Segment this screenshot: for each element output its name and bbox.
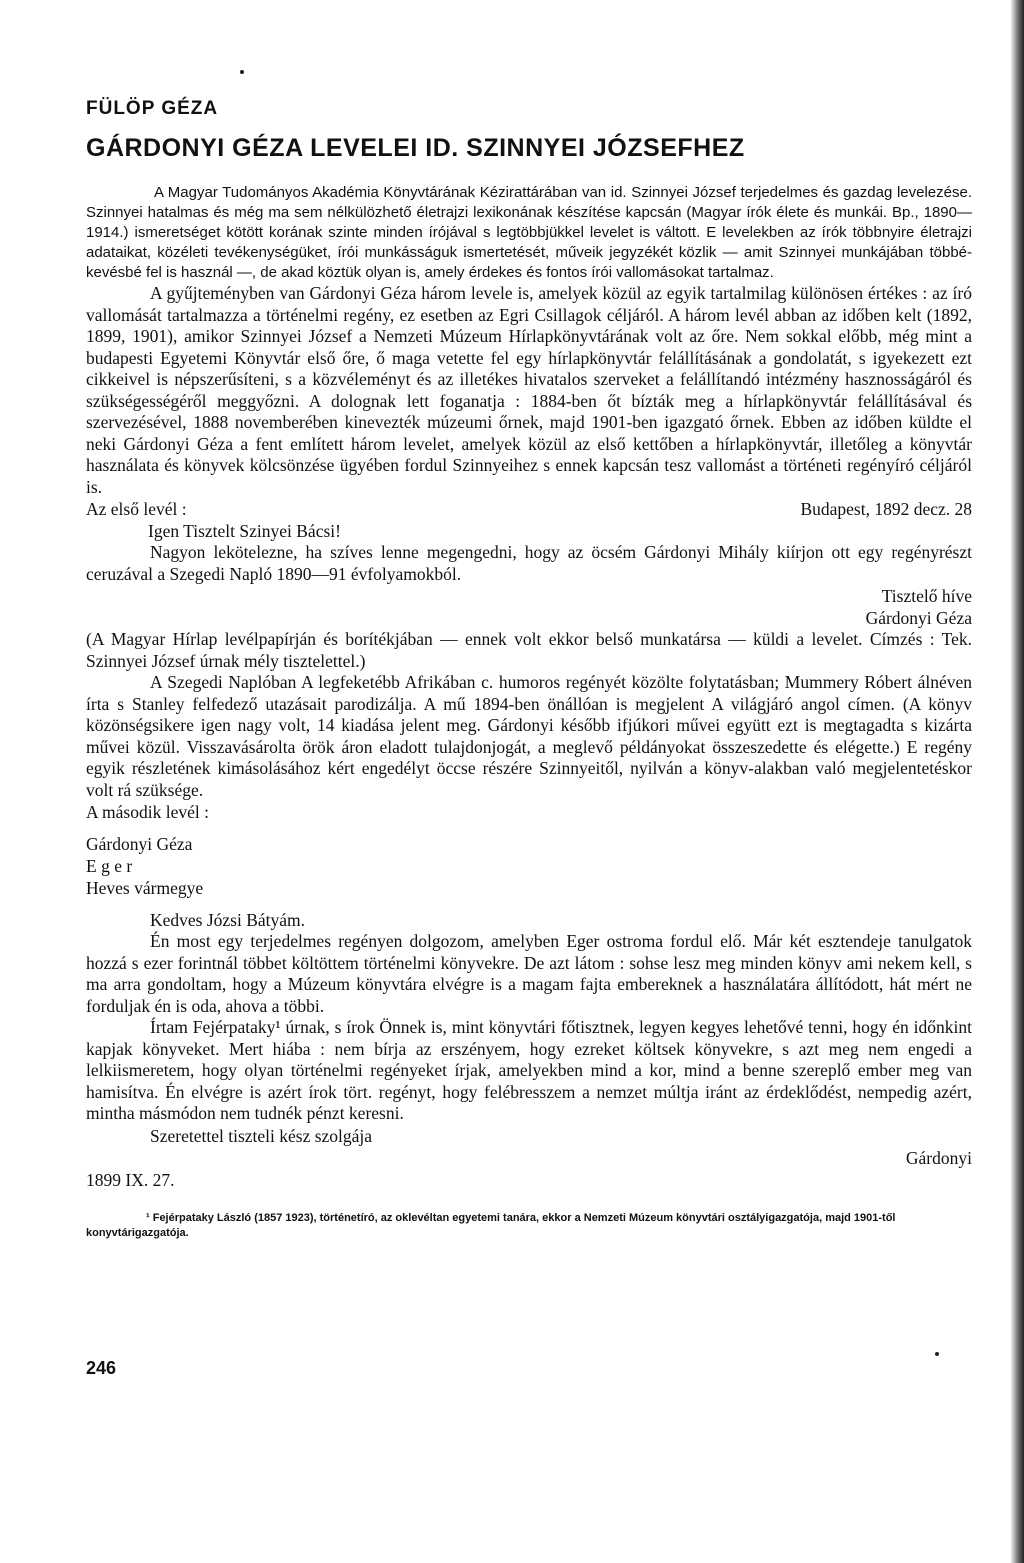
page-edge-shadow (1010, 0, 1024, 1563)
letter2-signature: Gárdonyi (905, 1147, 972, 1168)
intro-paragraph: A Magyar Tudományos Akadémia Könyvtárának Kézirattárában van id. Szinnyei József terjedelmes és gazdag levelezése. Szinnyei hatalmas és még ma sem nélkülözhető életrajzi lexikonának készítése kapcsán (Magyar írók élete és munkái. Bp., 1890—1914.) ismeretséget kötött korának szinte minden írójával s legtöbbjükkel levelet is váltott. E levelekben az írók többnyire életrajzi adataikat, közéleti tevékenységüket, írói munkásságuk ismertetését, műveik jegyzékét közlik — amit Szinnyei munkájában többé-kevésbé fel is használ —, de akad köztük olyan is, amely érdekes és fontos írói vallomásokat tartalmaz. (86, 184, 972, 281)
letter2-paragraph: Írtam Fejérpataky¹ úrnak, s írok Önnek is, mint könyvtári főtisztnek, legyen kegyes lehetővé tenni, hogy én időnkint kapjak könyveket. Mert hiába : nem bírja az erszényem, hogy ezreket költsek könyvekre, s azt meg nem engedi a lelkiismeretem, hogy olyan történelmi regényeket írjak, amelyekben mind a kor, mind a benne szereplő ember meg van hamisítva. Én elvégre is azért írok tört. regényt, hogy felébresszem a nemzet múltja iránt az érdeklődést, nempedig azért, mintha másmódon nem tudnék pénzt keresni. (86, 1017, 972, 1123)
spacer (86, 899, 972, 909)
author-name: FÜLÖP GÉZA (86, 98, 219, 119)
letter2-date: 1899 IX. 27. (86, 1169, 175, 1190)
letter1-signature: Gárdonyi Géza (865, 608, 972, 628)
letter2-salutation: Kedves Józsi Bátyám. (150, 910, 306, 930)
spacer (86, 823, 972, 833)
letter1-closing: Tisztelő híve (881, 586, 972, 606)
page-number: 246 (86, 1358, 117, 1378)
article-title: GÁRDONYI GÉZA LEVELEI ID. SZINNYEI JÓZSEFHEZ (86, 134, 745, 162)
speck-mark (935, 1352, 939, 1356)
letter2-label: A második levél : (86, 802, 209, 822)
letter1-commentary: A Szegedi Naplóban A legfeketébb Afrikában c. humoros regényét közölte folytatásban; Mummery Róbert álnéven írta s Stanley felfedező utazásait parodizálja. A mű 1894-ben önállóan is megjelent A világjáró angol címen. (A könyv közönségsikere igen nagy volt, 14 kiadása jelent meg. Gárdonyi később ifjúkori művei együtt ezt is megtagadta s kizárta művei közül. Visszavásárolta örök áron eladott tulajdonjogát, a meglevő példányokat összeszedette és elégette.) E regény egyik részletének kimásolásához kért engedélyt öccse részére Szinnyeitől, nyilván a könyv-alakban való megjelentetéskor volt rá szüksége. (86, 672, 972, 800)
letter2-sender-town: E g e r (86, 856, 133, 876)
article (86, 98, 972, 1252)
letter1-place-date: Budapest, 1892 decz. 28 (800, 499, 972, 519)
letter1-label: Az első levél : (86, 499, 187, 519)
letter1-salutation: Igen Tisztelt Szinyei Bácsi! (148, 521, 341, 541)
body-paragraph: A gyűjteményben van Gárdonyi Géza három levele is, amelyek közül az egyik tartalmilag különösen értékes : az író vallomását tartalmazza a történelmi regény, ez esetben az Egri Csillagok céljáról. A három levél abban az időben kelt (1892, 1899, 1901), amikor Szinnyei József a Nemzeti Múzeum Hírlapkönyvtárának volt az őre. Nem sokkal előbb, még mint a budapesti Egyetemi Könyvtár első őre, ő maga vetette fel egy hírlapkönyvtár felállításának a gondolatát, s igyekezett ezt cikkeivel is népszerűsíteni, s a közvéleményt és az illetékes hivatalos szerveket a felállítandó intézmény hasznosságáról és szükségességéről meggyőzni. A dolognak lett foganatja : 1884-ben őt bízták meg a hírlapkönyvtár felállításával és szervezésével, 1888 novemberében kinevezték múzeumi őrnek, majd 1901-ben igazgató őrnek. Ebben az időben küldte el neki Gárdonyi Géza a fent említett három levelet, amelyek közül az első kettőben a hírlapkönyvtár, illetőleg a könyvtár használata és könyvek kölcsönzése ügyében fordul Szinnyeihez s ennek kapcsán tesz vallomást a történeti regényíró céljáról is. (86, 283, 972, 497)
speck-mark (240, 70, 244, 74)
letter2-paragraph: Én most egy terjedelmes regényen dolgozom, amelyben Eger ostroma fordul elő. Már két esztendeje tanulgatok hozzá s ezer forintnál többet költöttem történelmi könyvekre. De azt látom : sohse lesz meg minden könyv ami nekem kell, s ma arra gondoltam, hogy a Múzeum könyvtára elvégre is a magam fajta embereknek a használatára állítódott, hát mért ne forduljak én is oda, ahova a többi. (86, 931, 972, 1016)
letter2-sender-county: Heves vármegye (86, 878, 204, 898)
letter1-note: (A Magyar Hírlap levélpapírján és borítékjában — ennek volt ekkor belső munkatársa — küldi a levelet. Címzés : Tek. Szinnyei József úrnak mély tisztelettel.) (86, 629, 972, 671)
letter2-closing: Szeretettel tiszteli kész szolgája (150, 1125, 373, 1146)
letter1-header (86, 498, 972, 520)
letter1-body: Nagyon lekötelezne, ha szíves lenne megengedni, hogy az öcsém Gárdonyi Mihály kiírjon ott egy regényrészt ceruzával a Szegedi Napló 1890—91 évfolyamokból. (86, 542, 972, 584)
footnote: ¹ Fejérpataky László (1857 1923), történetíró, az oklevéltan egyetemi tanára, ekkor a Nemzeti Múzeum könyvtári osztályigazgatója, majd 1901-től konyvtárigazgatója. (86, 1211, 896, 1239)
letter2-sender-name: Gárdonyi Géza (86, 834, 193, 854)
